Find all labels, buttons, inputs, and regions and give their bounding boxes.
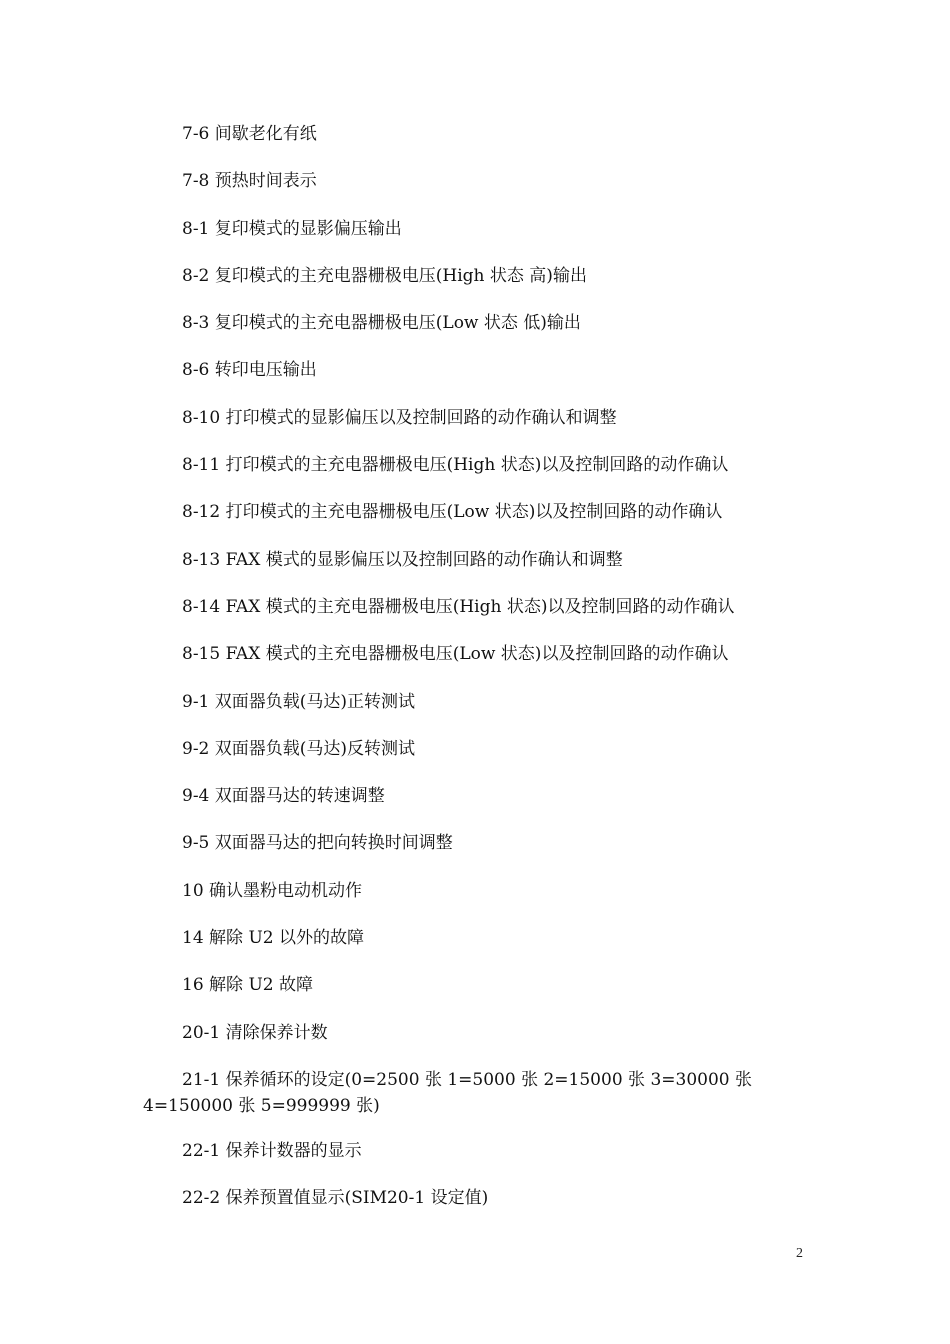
list-item: 10 确认墨粉电动机动作 [182, 880, 363, 901]
list-item: 7-6 间歇老化有纸 [182, 124, 317, 144]
list-item: 22-1 保养计数器的显示 [182, 1140, 362, 1161]
list-item: 8-10 打印模式的显影偏压以及控制回路的动作确认和调整 [182, 407, 617, 428]
list-item: 8-11 打印模式的主充电器栅极电压(High 状态)以及控制回路的动作确认 [182, 455, 729, 476]
list-item: 8-6 转印电压输出 [182, 360, 317, 381]
list-item: 8-3 复印模式的主充电器栅极电压(Low 状态 低)输出 [182, 313, 581, 334]
list-item: 8-12 打印模式的主充电器栅极电压(Low 状态)以及控制回路的动作确认 [182, 502, 723, 523]
list-item: 9-1 双面器负载(马达)正转测试 [182, 691, 416, 712]
list-item: 8-14 FAX 模式的主充电器栅极电压(High 状态)以及控制回路的动作确认 [182, 596, 735, 617]
list-item: 16 解除 U2 故障 [182, 975, 313, 996]
list-item: 8-15 FAX 模式的主充电器栅极电压(Low 状态)以及控制回路的动作确认 [182, 644, 729, 665]
list-item: 20-1 清除保养计数 [182, 1022, 328, 1043]
list-item-wrapped: 21-1 保养循环的设定(0=2500 张 1=5000 张 2=15000 张 3=30000 张 4=150000 张 5=999999 张) [143, 1069, 752, 1116]
document-body [143, 121, 823, 1233]
page-number: 2 [796, 1246, 803, 1261]
list-item: 22-2 保养预置值显示(SIM20-1 设定值) [182, 1188, 489, 1209]
list-item: 9-4 双面器马达的转速调整 [182, 786, 385, 807]
list-item: 8-2 复印模式的主充电器栅极电压(High 状态 高)输出 [182, 265, 587, 286]
list-item: 9-2 双面器负载(马达)反转测试 [182, 738, 416, 759]
list-item: 9-5 双面器马达的把向转换时间调整 [182, 833, 453, 854]
list-item: 14 解除 U2 以外的故障 [182, 928, 364, 949]
list-item: 7-8 预热时间表示 [182, 171, 317, 192]
list-item: 8-13 FAX 模式的显影偏压以及控制回路的动作确认和调整 [182, 549, 623, 570]
list-item: 8-1 复印模式的显影偏压输出 [182, 218, 402, 239]
